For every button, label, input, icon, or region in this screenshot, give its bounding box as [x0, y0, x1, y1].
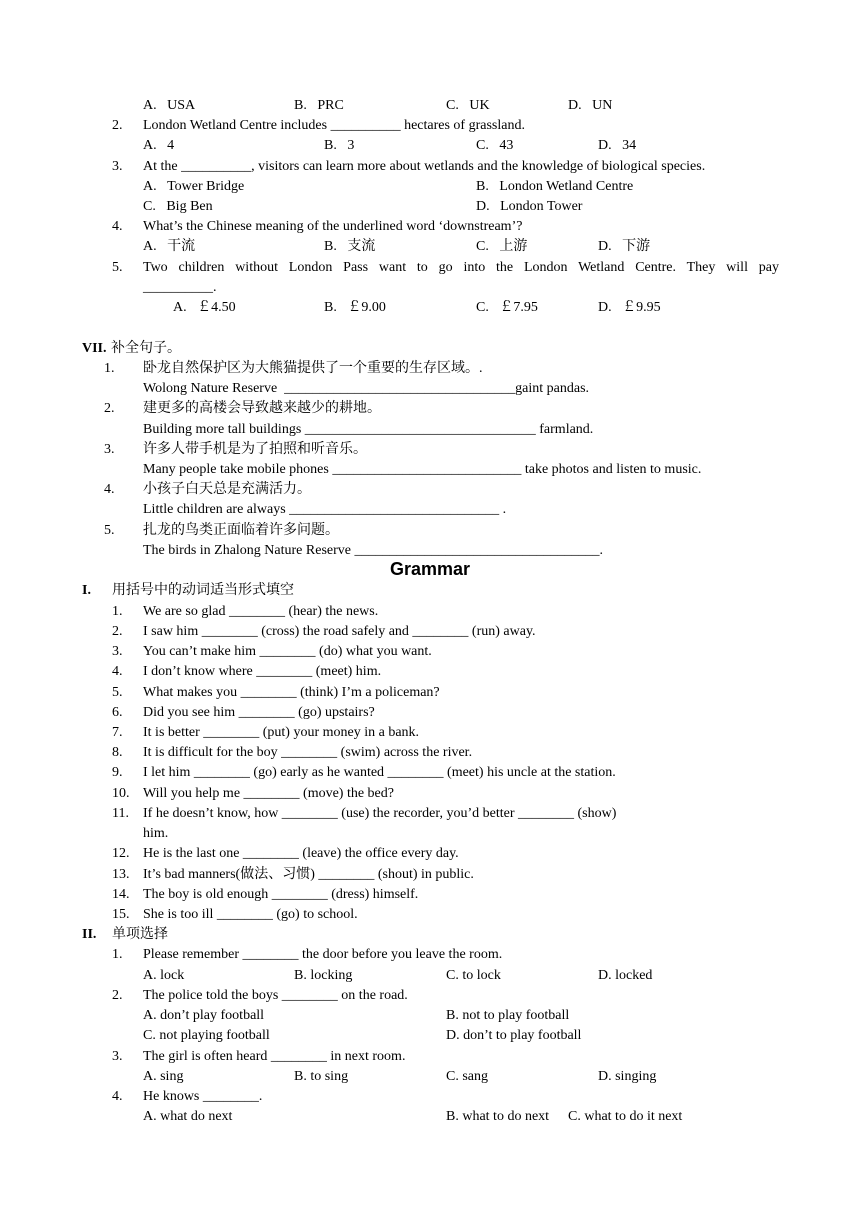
p1-item-number: 1. [112, 604, 123, 619]
p2-q1-option-c: C. to lock [446, 968, 501, 983]
p1-item-number: 14. [112, 887, 130, 902]
p1-item-number: 3. [112, 644, 123, 659]
p2-q4-number: 4. [112, 1089, 123, 1104]
q5-text: Two children without London Pass want to go into the London Wetland Centre. They will pay [143, 260, 779, 275]
q5-option-b: B. ￡9.00 [324, 300, 386, 315]
p1-item-number: 11. [112, 806, 129, 821]
part2-title: 单项选择 [112, 927, 168, 942]
q4-number: 4. [112, 219, 123, 234]
p1-item-number: 6. [112, 705, 123, 720]
p1-item-text: Did you see him ________ (go) upstairs? [143, 705, 375, 720]
p1-item-text-cont: him. [143, 826, 169, 841]
p1-item-number: 12. [112, 846, 130, 861]
s7-item3-number: 3. [104, 442, 115, 457]
q2-option-b: B. 3 [324, 138, 355, 153]
part1-title: 用括号中的动词适当形式填空 [112, 583, 294, 598]
q4-option-a: A. 干流 [143, 239, 196, 254]
p2-q4-option-b: B. what to do next [446, 1109, 550, 1124]
q2-option-c: C. 43 [476, 138, 514, 153]
p1-item-text: I let him ________ (go) early as he wanted ________ (meet) his uncle at the station. [143, 765, 616, 780]
p1-item-number: 2. [112, 624, 123, 639]
p1-item-number: 13. [112, 867, 130, 882]
q5-option-a: A. ￡4.50 [173, 300, 236, 315]
p1-item-number: 4. [112, 664, 123, 679]
s7-item5-english: The birds in Zhalong Nature Reserve ___________________________________. [143, 543, 603, 558]
p2-q1-number: 1. [112, 947, 123, 962]
p2-q3-text: The girl is often heard ________ in next room. [143, 1049, 406, 1064]
q2-option-d: D. 34 [598, 138, 637, 153]
s7-item5-number: 5. [104, 523, 115, 538]
q3-option-b: B. London Wetland Centre [476, 179, 634, 194]
q4-text: What’s the Chinese meaning of the underlined word ‘downstream’? [143, 219, 523, 234]
q1-option-b: B. PRC [294, 98, 344, 113]
p2-q2-option-d: D. don’t to play football [446, 1028, 582, 1043]
p1-item-text: You can’t make him ________ (do) what you want. [143, 644, 432, 659]
p1-item-text: I saw him ________ (cross) the road safely and ________ (run) away. [143, 624, 536, 639]
s7-item4-number: 4. [104, 482, 115, 497]
s7-item2-chinese: 建更多的高楼会导致越来越少的耕地。 [143, 401, 381, 416]
p2-q3-number: 3. [112, 1049, 123, 1064]
q3-number: 3. [112, 159, 123, 174]
q4-option-c: C. 上游 [476, 239, 528, 254]
section7-title: 补全句子。 [111, 341, 181, 356]
q1-option-d: D. UN [568, 98, 613, 113]
p2-q1-text: Please remember ________ the door before you leave the room. [143, 947, 503, 962]
p2-q1-option-d: D. locked [598, 968, 653, 983]
s7-item2-number: 2. [104, 401, 115, 416]
s7-item1-chinese: 卧龙自然保护区为大熊猫提供了一个重要的生存区域。. [143, 361, 483, 376]
section7-number: VII. [82, 341, 107, 356]
p1-item-text: The boy is old enough ________ (dress) himself. [143, 887, 419, 902]
p2-q2-option-a: A. don’t play football [143, 1008, 265, 1023]
p2-q1-option-a: A. lock [143, 968, 185, 983]
q3-option-d: D. London Tower [476, 199, 583, 214]
q4-option-b: B. 支流 [324, 239, 376, 254]
p1-item-text: She is too ill ________ (go) to school. [143, 907, 358, 922]
s7-item4-chinese: 小孩子白天总是充满活力。 [143, 482, 311, 497]
q3-option-a: A. Tower Bridge [143, 179, 245, 194]
q5-text-cont: __________. [143, 280, 217, 295]
p2-q3-option-a: A. sing [143, 1069, 184, 1084]
p2-q1-option-b: B. locking [294, 968, 353, 983]
q2-text: London Wetland Centre includes __________ hectares of grassland. [143, 118, 525, 133]
q3-option-c: C. Big Ben [143, 199, 213, 214]
p1-item-number: 8. [112, 745, 123, 760]
p2-q2-number: 2. [112, 988, 123, 1003]
q5-number: 5. [112, 260, 123, 275]
q5-option-d: D. ￡9.95 [598, 300, 661, 315]
p1-item-text: If he doesn’t know, how ________ (use) the recorder, you’d better ________ (show) [143, 806, 617, 821]
q2-option-a: A. 4 [143, 138, 175, 153]
p2-q4-option-c: C. what to do it next [568, 1109, 683, 1124]
q5-option-c: C. ￡7.95 [476, 300, 538, 315]
s7-item2-english: Building more tall buildings _________________________________ farmland. [143, 422, 594, 437]
s7-item1-number: 1. [104, 361, 115, 376]
s7-item1-english: Wolong Nature Reserve _________________________________gaint pandas. [143, 381, 590, 396]
s7-item3-english: Many people take mobile phones ___________________________ take photos and listen to music. [143, 462, 702, 477]
p1-item-number: 9. [112, 765, 123, 780]
p1-item-text: It is better ________ (put) your money in a bank. [143, 725, 420, 740]
p1-item-number: 15. [112, 907, 130, 922]
p1-item-number: 7. [112, 725, 123, 740]
grammar-heading: Grammar [389, 559, 471, 579]
p2-q2-option-b: B. not to play football [446, 1008, 570, 1023]
q4-option-d: D. 下游 [598, 239, 651, 254]
part2-number: II. [82, 927, 97, 942]
p1-item-number: 5. [112, 685, 123, 700]
p2-q4-option-a: A. what do next [143, 1109, 233, 1124]
q1-option-c: C. UK [446, 98, 490, 113]
p2-q4-text: He knows ________. [143, 1089, 263, 1104]
p2-q3-option-c: C. sang [446, 1069, 488, 1084]
q1-option-a: A. USA [143, 98, 196, 113]
p1-item-text: We are so glad ________ (hear) the news. [143, 604, 379, 619]
p1-item-text: What makes you ________ (think) I’m a policeman? [143, 685, 440, 700]
p2-q2-option-c: C. not playing football [143, 1028, 270, 1043]
s7-item5-chinese: 扎龙的鸟类正面临着许多问题。 [143, 523, 339, 538]
p1-item-text: I don’t know where ________ (meet) him. [143, 664, 382, 679]
p1-item-text: It’s bad manners(做法、习惯) ________ (shout) in public. [143, 867, 474, 882]
q2-number: 2. [112, 118, 123, 133]
p1-item-text: He is the last one ________ (leave) the office every day. [143, 846, 459, 861]
p1-item-text: Will you help me ________ (move) the bed? [143, 786, 394, 801]
p2-q3-option-b: B. to sing [294, 1069, 349, 1084]
part1-number: I. [82, 583, 91, 598]
p1-item-number: 10. [112, 786, 130, 801]
p2-q3-option-d: D. singing [598, 1069, 657, 1084]
s7-item3-chinese: 许多人带手机是为了拍照和听音乐。 [143, 442, 367, 457]
s7-item4-english: Little children are always ______________________________ . [143, 502, 507, 517]
p2-q2-text: The police told the boys ________ on the road. [143, 988, 408, 1003]
p1-item-text: It is difficult for the boy ________ (swim) across the river. [143, 745, 473, 760]
q3-text: At the __________, visitors can learn more about wetlands and the knowledge of biological species. [143, 159, 706, 174]
